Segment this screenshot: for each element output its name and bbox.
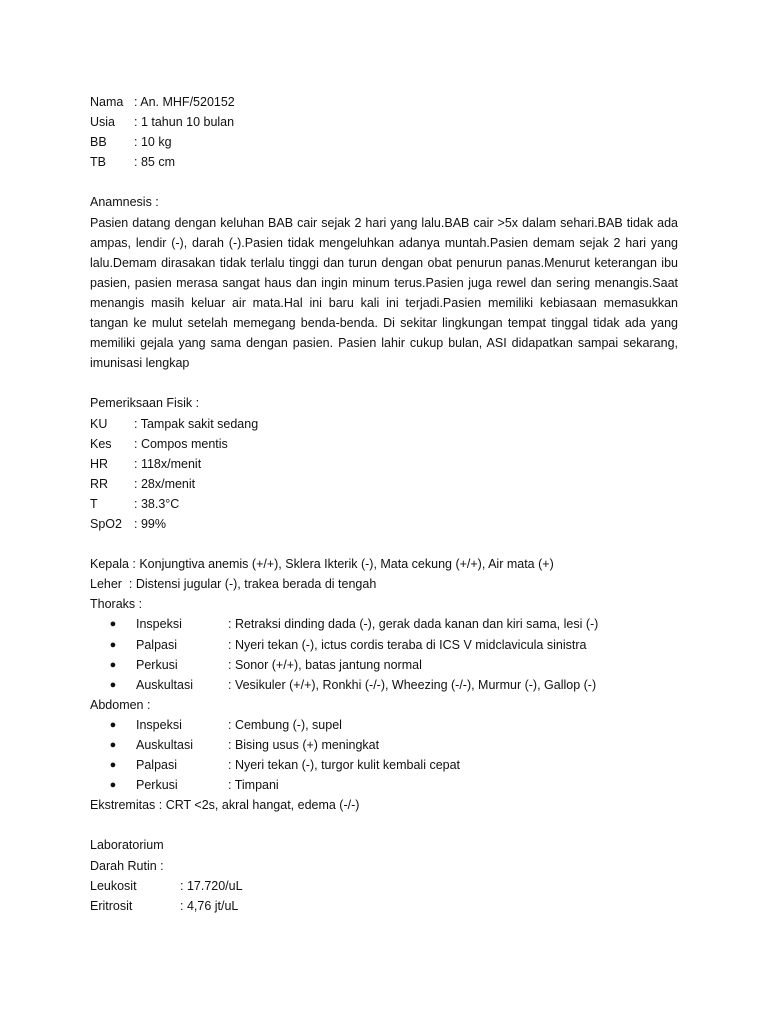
vital-row bbox=[90, 514, 678, 534]
list-item bbox=[90, 715, 678, 735]
list-item bbox=[90, 614, 678, 634]
identity-value: : An. MHF/520152 bbox=[134, 95, 235, 109]
vital-signs bbox=[90, 414, 678, 535]
bullet-icon: ● bbox=[109, 618, 117, 631]
exam-label: Palpasi bbox=[136, 758, 177, 773]
abdomen-list bbox=[90, 715, 678, 795]
list-item bbox=[90, 775, 678, 795]
vital-label: RR bbox=[90, 476, 109, 491]
vital-value: : 118x/menit bbox=[134, 456, 202, 471]
exam-label: Inspeksi bbox=[136, 717, 182, 732]
vital-value: : Tampak sakit sedang bbox=[134, 416, 259, 431]
exam-value: : Nyeri tekan (-), ictus cordis teraba di ICS V midclavicula sinistra bbox=[228, 637, 587, 652]
exam-label: Perkusi bbox=[136, 778, 178, 793]
exam-value: : Retraksi dinding dada (-), gerak dada kanan dan kiri sama, lesi (-) bbox=[228, 617, 599, 632]
exam-kepala: Kepala : Konjungtiva anemis (+/+), Sklera Ikterik (-), Mata cekung (+/+), Air mata (+) bbox=[90, 557, 554, 572]
exam-label: Auskultasi bbox=[136, 677, 193, 692]
vital-label: T bbox=[90, 496, 98, 511]
abdomen-heading: Abdomen : bbox=[90, 697, 151, 712]
identity-label: TB bbox=[90, 155, 106, 170]
spacer bbox=[90, 172, 678, 192]
identity-row-height bbox=[90, 152, 678, 172]
thoraks-list bbox=[90, 614, 678, 694]
lab-row bbox=[90, 896, 678, 916]
vital-value: : 28x/menit bbox=[134, 476, 196, 491]
physical-exam-heading: Pemeriksaan Fisik : bbox=[90, 396, 200, 411]
vital-row bbox=[90, 414, 678, 434]
exam-value: : Bising usus (+) meningkat bbox=[228, 738, 380, 752]
exam-value: : Nyeri tekan (-), turgor kulit kembali cepat bbox=[228, 758, 461, 773]
identity-value: : 85 cm bbox=[134, 155, 175, 170]
vital-label: KU bbox=[90, 416, 108, 431]
identity-value: : 1 tahun 10 bulan bbox=[134, 115, 235, 130]
identity-row-age bbox=[90, 112, 678, 132]
identity-row-name bbox=[90, 92, 678, 112]
vital-row bbox=[90, 494, 678, 514]
exam-value: : Vesikuler (+/+), Ronkhi (-/-), Wheezing (-/-), Murmur (-), Gallop (-) bbox=[228, 677, 597, 692]
bullet-icon: ● bbox=[109, 718, 117, 731]
bullet-icon: ● bbox=[109, 638, 117, 651]
exam-label: Perkusi bbox=[136, 657, 178, 672]
vital-row bbox=[90, 454, 678, 474]
vital-value: : 38.3°C bbox=[134, 496, 180, 511]
exam-label: Palpasi bbox=[136, 637, 177, 652]
bullet-icon: ● bbox=[109, 779, 117, 792]
list-item bbox=[90, 735, 678, 755]
exam-ekstremitas: Ekstremitas : CRT <2s, akral hangat, edema (-/-) bbox=[90, 798, 360, 813]
bullet-icon: ● bbox=[109, 678, 117, 691]
identity-value: : 10 kg bbox=[134, 135, 172, 150]
lab-value: : 17.720/uL bbox=[180, 878, 243, 893]
lab-label: Leukosit bbox=[90, 878, 137, 893]
vital-row bbox=[90, 434, 678, 454]
vital-value: : Compos mentis bbox=[134, 436, 228, 451]
identity-label: BB bbox=[90, 135, 107, 150]
exam-value: : Cembung (-), supel bbox=[228, 717, 342, 732]
lab-label: Eritrosit bbox=[90, 898, 133, 913]
exam-label: Auskultasi bbox=[136, 738, 193, 752]
thoraks-heading: Thoraks : bbox=[90, 597, 143, 612]
list-item bbox=[90, 655, 678, 675]
list-item bbox=[90, 755, 678, 775]
bullet-icon: ● bbox=[109, 658, 117, 671]
spacer bbox=[90, 373, 678, 393]
lab-row bbox=[90, 876, 678, 896]
spacer bbox=[90, 534, 678, 554]
anamnesis-heading: Anamnesis : bbox=[90, 195, 159, 210]
vital-label: HR bbox=[90, 456, 109, 471]
bullet-icon: ● bbox=[109, 739, 117, 751]
spacer bbox=[90, 815, 678, 835]
lab-value: : 4,76 jt/uL bbox=[180, 898, 239, 913]
bullet-icon: ● bbox=[109, 759, 117, 772]
exam-value: : Timpani bbox=[228, 778, 279, 793]
patient-identity bbox=[90, 92, 678, 172]
identity-row-weight bbox=[90, 132, 678, 152]
exam-leher: Leher : Distensi jugular (-), trakea berada di tengah bbox=[90, 577, 377, 592]
laboratory-subheading: Darah Rutin : bbox=[90, 858, 164, 873]
vital-row bbox=[90, 474, 678, 494]
medical-case-document bbox=[90, 92, 678, 916]
list-item bbox=[90, 635, 678, 655]
exam-value: : Sonor (+/+), batas jantung normal bbox=[228, 657, 422, 672]
anamnesis-text: Pasien datang dengan keluhan BAB cair sejak 2 hari yang lalu.BAB cair >5x dalam sehari.BAB tidak ada ampas, lendir (-), darah (-).Pasien tidak mengeluhkan adanya muntah.Pasien demam sejak 2 hari yang lalu.Demam dirasakan tidak terlalu tinggi dan turun dengan obat penurun panas.Menurut keterangan ibu pasien, pasien merasa sangat haus dan ingin minum terus.Pasien juga rewel dan sering menangis.Saat menangis masih keluar air mata.Hal ini baru kali ini terjadi.Pasien memiliki kebiasaan memasukkan tangan ke mulut setelah memegang benda-benda. Di sekitar lingkungan tempat tinggal tidak ada yang memiliki gejala yang sama dengan pasien. Pasien lahir cukup bulan, ASI didapatkan sampai sekarang, imunisasi lengkap bbox=[90, 215, 678, 371]
identity-label: Usia bbox=[90, 115, 116, 130]
identity-label: Nama bbox=[90, 95, 124, 109]
list-item bbox=[90, 675, 678, 695]
vital-value: : 99% bbox=[134, 516, 166, 531]
laboratory-heading: Laboratorium bbox=[90, 838, 164, 853]
vital-label: Kes bbox=[90, 436, 112, 451]
vital-label: SpO2 bbox=[90, 516, 122, 531]
exam-label: Inspeksi bbox=[136, 617, 182, 632]
